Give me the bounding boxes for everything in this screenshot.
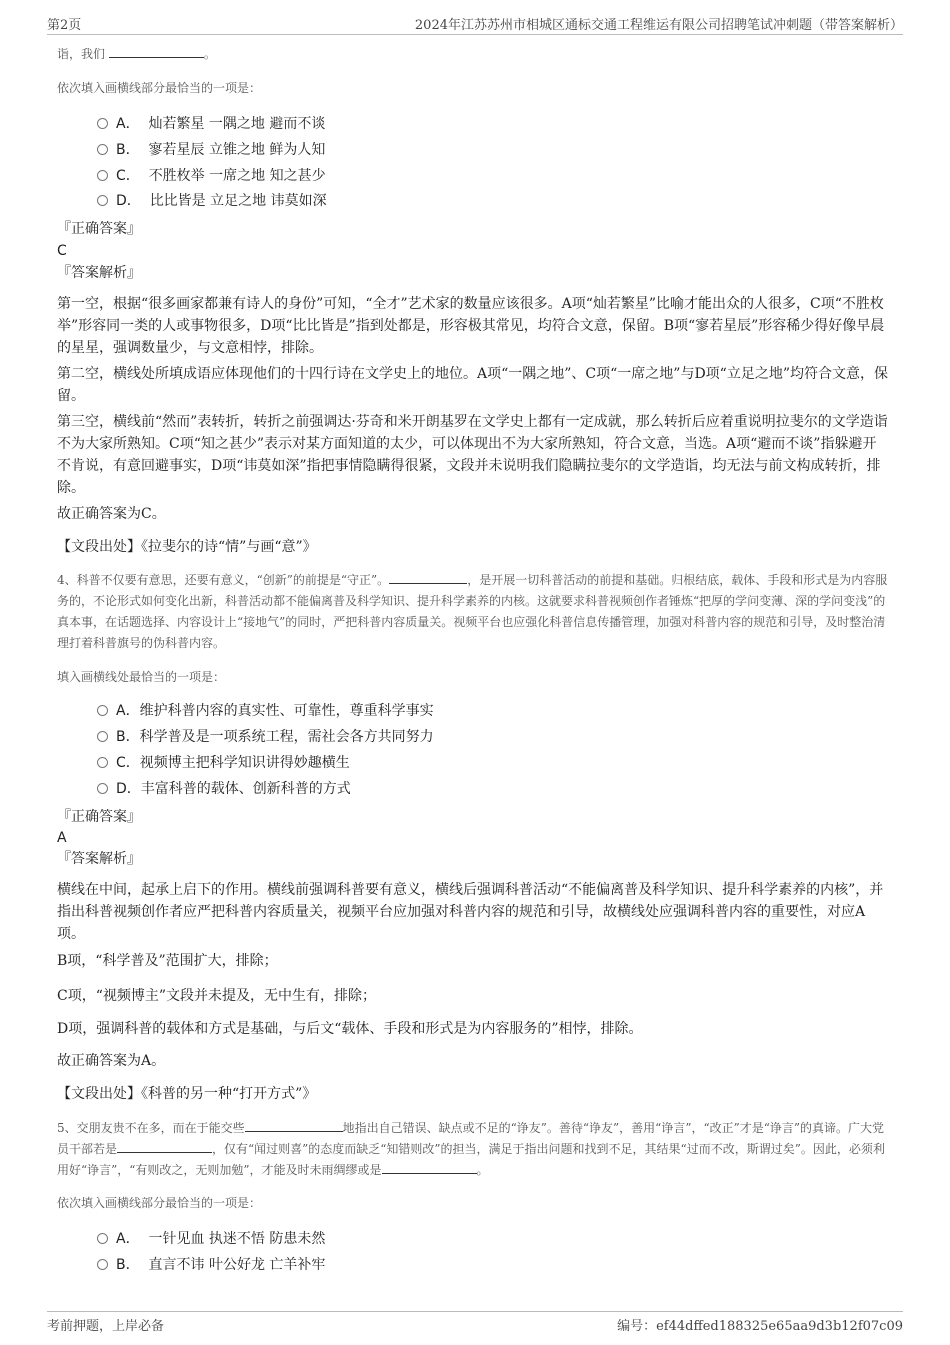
q5-option-a[interactable]: A． 一针见血 执迷不悟 防患未然 [97,1229,325,1249]
q4-answer-title: 『正确答案』 [57,809,141,825]
radio-icon[interactable] [97,195,108,206]
q4-analysis-p3: C项，“视频博主”文段并未提及，无中生有，排除； [57,988,377,1004]
q3-blank-3 [109,44,204,58]
q3-analysis-p4: 故正确答案为C。 [57,506,166,522]
q3-option-a[interactable]: A． 灿若繁星 一隅之地 避而不谈 [97,114,325,134]
q3-tail: 诣，我们 。 [57,44,890,65]
q5-blank-2 [117,1139,212,1153]
q4-option-b[interactable]: B．科学普及是一项系统工程，需社会各方共同努力 [97,727,434,747]
radio-icon[interactable] [97,705,108,716]
radio-icon[interactable] [97,757,108,768]
footer-slogan: 考前押题，上岸必备 [47,1319,165,1334]
q4-blank [389,570,467,584]
q4-source: 【文段出处】《科普的另一种“打开方式”》 [57,1086,317,1102]
q3-answer: C [57,243,67,259]
q3-option-b[interactable]: B． 寥若星辰 立锥之地 鲜为人知 [97,140,325,160]
q4-answer: A [57,830,67,846]
page-footer [47,1311,903,1336]
q5-stem: 5、交朋友贵不在多，而在于能交些 地指出自己错误、缺点或不足的“诤友”。善待“诤友”，善用“诤言”，“改正”才是“诤言”的真谛。广大党员干部若是 ，仅有“闻过则喜”的态度而缺乏“知错则改”的担当，满足于指出问题和找到不足，其结果“过而不改，斯谓过矣”。因此，必须利用好“诤言”，“有则改之，无则加勉”，才能及时未雨绸缪或是 。 [57,1118,890,1181]
page-header [47,12,903,35]
q4-analysis-p1: 横线在中间，起承上启下的作用。横线前强调科普要有意义，横线后强调科普活动“不能偏离普及科学知识、提升科学素养的内核”，并指出科普视频创作者应严把科普内容质量关，视频平台应加强对科普内容的规范和引导，故横线处应强调科普内容的重要性，对应A项。 [57,882,884,942]
q5-blank-3 [382,1160,477,1174]
q4-option-a[interactable]: A．维护科普内容的真实性、可靠性，尊重科学事实 [97,701,434,721]
q5-prompt: 依次填入画横线部分最恰当的一项是： [57,1196,262,1210]
q3-option-d[interactable]: D． 比比皆是 立足之地 讳莫如深 [97,191,327,211]
q3-analysis-title: 『答案解析』 [57,265,141,281]
radio-icon[interactable] [97,1233,108,1244]
document-title: 2024年江苏苏州市相城区通标交通工程维运有限公司招聘笔试冲刺题（带答案解析） [414,18,903,33]
q3-prompt: 依次填入画横线部分最恰当的一项是： [57,81,262,95]
q4-analysis-p2: B项，“科学普及”范围扩大，排除； [57,953,278,969]
q4-prompt: 填入画横线处最恰当的一项是： [57,670,226,684]
document-id: 编号：ef44dffed188325e65aa9d3b12f07c09 [617,1319,903,1334]
radio-icon[interactable] [97,144,108,155]
q5-blank-1 [245,1118,343,1132]
q3-analysis-p1: 第一空，根据“很多画家都兼有诗人的身份”可知，“全才”艺术家的数量应该很多。A项“灿若繁星”比喻才能出众的人很多，C项“不胜枚举”形容同一类的人或事物很多，D项“比比皆是”指到处都是，形容极其常见，均符合文意，保留。B项“寥若星辰”形容稀少得好像早晨的星星，强调数量少，与文意相悖，排除。 [57,296,885,356]
radio-icon[interactable] [97,118,108,129]
q3-analysis-p3: 第三空，横线前“然而”表转折，转折之前强调达·芬奇和米开朗基罗在文学史上都有一定成就，那么转折后应着重说明拉斐尔的文学造诣不为大家所熟知。C项“知之甚少”表示对某方面知道的太少，可以体现出不为大家所熟知，符合文意，当选。A项“避而不谈”指躲避开不肯说，有意回避事实，D项“讳莫如深”指把事情隐瞒得很紧，文段并未说明我们隐瞒拉斐尔的文学造诣，均无法与前文构成转折，排除。 [57,414,888,496]
radio-icon[interactable] [97,783,108,794]
q4-option-c[interactable]: C．视频博主把科学知识讲得妙趣横生 [97,753,350,773]
q4-analysis-p4: D项，强调科普的载体和方式是基础，与后文“载体、手段和形式是为内容服务的”相悖，排除。 [57,1021,643,1037]
q4-analysis-title: 『答案解析』 [57,851,141,867]
q4-stem: 4、科普不仅要有意思，还要有意义，“创新”的前提是“守正”。 ，是开展一切科普活动的前提和基础。归根结底，载体、手段和形式是为内容服务的，不论形式如何变化出新，科普活动都不能偏离普及科学知识、提升科学素养的内核。这就要求科普视频创作者锤炼“把厚的学问变薄、深的学问变浅”的真本事，在话题选择、内容设计上“接地气”的同时，严把科普内容质量关。视频平台也应强化科普信息传播管理，加强对科普内容的规范和引导，及时整治清理打着科普旗号的伪科普内容。 [57,570,890,654]
page-number: 第2页 [47,18,82,33]
radio-icon[interactable] [97,170,108,181]
q3-answer-title: 『正确答案』 [57,221,141,237]
q3-analysis-p2: 第二空，横线处所填成语应体现他们的十四行诗在文学史上的地位。A项“一隅之地”、C项“一席之地”与D项“立足之地”均符合文意，保留。 [57,366,888,404]
q3-option-c[interactable]: C． 不胜枚举 一席之地 知之甚少 [97,166,326,186]
q4-analysis-p5: 故正确答案为A。 [57,1053,166,1069]
q4-option-d[interactable]: D．丰富科普的载体、创新科普的方式 [97,779,351,799]
radio-icon[interactable] [97,731,108,742]
q5-option-b[interactable]: B． 直言不讳 叶公好龙 亡羊补牢 [97,1255,325,1275]
q3-source: 【文段出处】《拉斐尔的诗“情”与画“意”》 [57,539,317,555]
radio-icon[interactable] [97,1259,108,1270]
